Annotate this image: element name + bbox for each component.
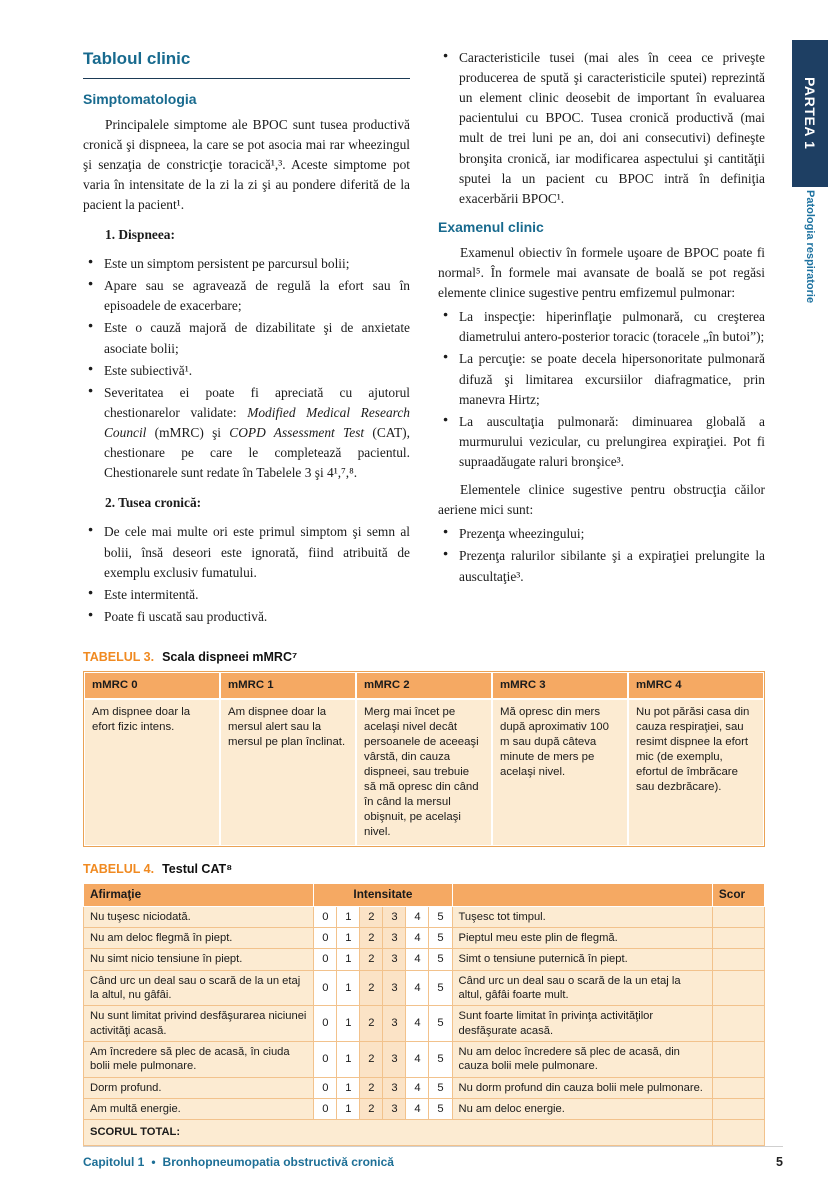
cat-row xyxy=(84,970,765,1006)
mmrc-body-cell: Am dispnee doar la efort fizic intens. xyxy=(84,699,220,846)
mmrc-table xyxy=(83,671,765,847)
cat-score-cell xyxy=(712,1077,764,1098)
cat-table-body xyxy=(84,906,765,1145)
cat-row xyxy=(84,906,765,927)
cat-header-scor: Scor xyxy=(712,884,764,906)
mmrc-body-cell: Am dispnee doar la mersul alert sau la mersul pe plan înclinat. xyxy=(220,699,356,846)
cat-scale-1: 1 xyxy=(337,1077,360,1098)
examen-list xyxy=(438,307,765,472)
cat-total-score-cell xyxy=(712,1120,764,1145)
cat-scale-5: 5 xyxy=(429,1041,452,1077)
cat-scale-5: 5 xyxy=(429,906,452,927)
cat-header-row xyxy=(84,884,765,906)
cat-row xyxy=(84,1006,765,1042)
cat-scale-1: 1 xyxy=(337,1041,360,1077)
cat-scale-3: 3 xyxy=(383,927,406,948)
text-run: (CAT), chestionare pe care le completează pacientul. Chestionarele sunt redate în Tabelele 3 şi 4¹,⁷,⁸. xyxy=(104,425,410,481)
cat-scale-1: 1 xyxy=(337,1006,360,1042)
cat-statement-left: Nu simt nicio tensiune în piept. xyxy=(84,949,314,970)
cat-scale-3: 3 xyxy=(383,949,406,970)
list-item: ● Este intermitentă. xyxy=(83,585,410,605)
cat-scale-4: 4 xyxy=(406,927,429,948)
cat-statement-left: Nu sunt limitat privind desfăşurarea niciunei activităţi acasă. xyxy=(84,1006,314,1042)
cat-total-label: SCORUL TOTAL: xyxy=(84,1120,713,1145)
cat-row xyxy=(84,1041,765,1077)
cat-scale-0: 0 xyxy=(314,949,337,970)
cat-statement-left: Am multă energie. xyxy=(84,1098,314,1119)
cat-statement-left: Nu am deloc flegmă în piept. xyxy=(84,927,314,948)
cat-scale-0: 0 xyxy=(314,1077,337,1098)
cat-score-cell xyxy=(712,906,764,927)
cat-scale-4: 4 xyxy=(406,1006,429,1042)
cat-score-cell xyxy=(712,927,764,948)
cat-scale-5: 5 xyxy=(429,1077,452,1098)
cat-row xyxy=(84,927,765,948)
cat-row xyxy=(84,1098,765,1119)
mmrc-header-cell: mMRC 0 xyxy=(84,672,220,699)
cat-scale-3: 3 xyxy=(383,1041,406,1077)
cat-scale-4: 4 xyxy=(406,906,429,927)
cat-scale-3: 3 xyxy=(383,1006,406,1042)
text-run: Severitatea ei poate fi apreciată cu ajutorul chestionarelor validate: xyxy=(104,384,410,420)
cat-scale-2: 2 xyxy=(360,1077,383,1098)
italic-term: Modified Medical Research Council xyxy=(104,404,410,441)
cat-scale-2: 2 xyxy=(360,949,383,970)
table3-label: TABELUL 3. xyxy=(83,650,155,665)
cat-scale-3: 3 xyxy=(383,1077,406,1098)
cat-scale-3: 3 xyxy=(383,970,406,1006)
cat-header-empty xyxy=(452,884,712,906)
cat-header-afirmatie: Afirmaţie xyxy=(84,884,314,906)
cat-statement-right: Sunt foarte limitat în privinţa activităţilor desfăşurate acasă. xyxy=(452,1006,712,1042)
list-item: ● La percuţie: se poate decela hipersonoritate pulmonară difuză şi limitarea excursiilor diafragmatice, prin manevra Hirtz; xyxy=(438,349,765,409)
mmrc-header-cell: mMRC 2 xyxy=(356,672,492,699)
right-column xyxy=(438,46,765,635)
text-run: (mMRC) şi xyxy=(146,425,230,441)
section-tab xyxy=(792,190,828,360)
section-tab-label: Patologia respiratorie xyxy=(804,190,816,304)
list-item: ● Prezenţa wheezingului; xyxy=(438,524,765,544)
tusea-list xyxy=(83,522,410,627)
cat-scale-1: 1 xyxy=(337,1098,360,1119)
paragraph-obstructie-intro: Elementele clinice sugestive pentru obstrucţia căilor aeriene mici sunt: xyxy=(438,482,765,518)
cat-statement-left: Nu tuşesc niciodată. xyxy=(84,906,314,927)
cat-scale-0: 0 xyxy=(314,970,337,1006)
left-column xyxy=(83,46,410,635)
cat-score-cell xyxy=(712,970,764,1006)
cat-scale-5: 5 xyxy=(429,927,452,948)
cat-score-cell xyxy=(712,1041,764,1077)
list-item: ● Este subiectivă¹. xyxy=(83,361,410,381)
table3-title: Scala dispneei mMRC⁷ xyxy=(162,650,298,665)
cat-scale-5: 5 xyxy=(429,1098,452,1119)
cat-scale-1: 1 xyxy=(337,970,360,1006)
mmrc-header-cell: mMRC 4 xyxy=(628,672,764,699)
cat-statement-right: Nu am deloc încredere să plec de acasă, din cauza bolii mele pulmonare. xyxy=(452,1041,712,1077)
cat-scale-2: 2 xyxy=(360,970,383,1006)
heading-simptomatologia: Simptomatologia xyxy=(83,90,197,107)
cat-scale-1: 1 xyxy=(337,949,360,970)
list-item: ● Este o cauză majoră de dizabilitate şi de anxietate asociate bolii; xyxy=(83,318,410,358)
cat-statement-left: Când urc un deal sau o scară de la un etaj la altul, nu gâfâi. xyxy=(84,970,314,1006)
cat-score-cell xyxy=(712,1098,764,1119)
footer-separator: • xyxy=(151,1155,156,1169)
two-column-layout xyxy=(83,46,765,635)
page-title: Tabloul clinic xyxy=(83,46,410,79)
list-item: ● Este un simptom persistent pe parcursul bolii; xyxy=(83,254,410,274)
cat-statement-right: Simt o tensiune puternică în piept. xyxy=(452,949,712,970)
page-content xyxy=(83,46,765,1146)
footer-title: Bronhopneumopatia obstructivă cronică xyxy=(162,1155,394,1169)
cat-row xyxy=(84,949,765,970)
cat-scale-0: 0 xyxy=(314,1098,337,1119)
mmrc-body-cell: Mă opresc din mers după aproximativ 100 m sau după câteva minute de mers pe acelaşi nivel. xyxy=(492,699,628,846)
heading-examenul-clinic: Examenul clinic xyxy=(438,218,544,235)
cat-statement-right: Tuşesc tot timpul. xyxy=(452,906,712,927)
cat-score-cell xyxy=(712,1006,764,1042)
cat-total-row xyxy=(84,1120,765,1145)
list-item: ● Apare sau se agravează de regulă la efort sau în episoadele de exacerbare; xyxy=(83,276,410,316)
cat-scale-4: 4 xyxy=(406,1077,429,1098)
heading-dispneea: 1. Dispneea: xyxy=(105,227,175,243)
list-item: ● Caracteristicile tusei (mai ales în ceea ce priveşte producerea de spută şi caracteristicile sputei) reprezintă un element clinic deosebit de important în evaluarea pacientului cu BPOC. Tusea cronică productivă (mai mult de trei luni pe an, doi ani consecutivi) defineşte bronşita cronică, iar modificarea aspectului şi cantităţii sputei la un pacient cu BPOC intră în definiţia exacerbării BPOC¹. xyxy=(438,48,765,209)
footer-breadcrumb xyxy=(83,1155,394,1169)
cat-statement-right: Nu am deloc energie. xyxy=(452,1098,712,1119)
part-tab-label: PARTEA 1 xyxy=(802,77,818,150)
cat-scale-2: 2 xyxy=(360,927,383,948)
mmrc-header-cell: mMRC 3 xyxy=(492,672,628,699)
obstructie-list xyxy=(438,524,765,586)
italic-term: COPD Assessment Test xyxy=(229,425,365,441)
list-item: ● De cele mai multe ori este primul simptom şi semn al bolii, însă deseori este ignorată, fiind atribuită de exemplu exclusiv fumatului. xyxy=(83,522,410,582)
mmrc-body-cell: Nu pot părăsi casa din cauza respiraţiei, sau resimt dispnee la efort mic (de exemplu, efortul de îmbrăcare sau dezbrăcare). xyxy=(628,699,764,846)
heading-tusea: 2. Tusea cronică: xyxy=(105,495,202,511)
cat-scale-0: 0 xyxy=(314,1041,337,1077)
cat-scale-1: 1 xyxy=(337,906,360,927)
paragraph-intro: Principalele simptome ale BPOC sunt tusea productivă cronică şi dispneea, la care se pot asocia mai rar wheezingul şi senzaţia de constricţie toracică¹,³. Aceste simptome pot varia în intensitate de la zi la zi şi au pondere diferită de la pacient la pacient¹. xyxy=(83,116,410,212)
table4-label: TABELUL 4. xyxy=(83,862,155,877)
cat-scale-2: 2 xyxy=(360,1041,383,1077)
list-item xyxy=(83,383,410,484)
cat-scale-5: 5 xyxy=(429,970,452,1006)
mmrc-header-cell: mMRC 1 xyxy=(220,672,356,699)
table3-caption-row xyxy=(83,650,765,664)
cat-scale-0: 0 xyxy=(314,1006,337,1042)
cat-statement-right: Pieptul meu este plin de flegmă. xyxy=(452,927,712,948)
page-number: 5 xyxy=(776,1155,783,1169)
dispneea-list xyxy=(83,254,410,483)
caracteristici-list xyxy=(438,48,765,209)
part-tab xyxy=(792,40,828,187)
cat-statement-right: Când urc un deal sau o scară de la un etaj la altul, gâfâi foarte mult. xyxy=(452,970,712,1006)
cat-scale-0: 0 xyxy=(314,906,337,927)
cat-scale-4: 4 xyxy=(406,1041,429,1077)
cat-scale-3: 3 xyxy=(383,906,406,927)
list-item: ● Prezenţa ralurilor sibilante şi a expiraţiei prelungite la auscultaţie³. xyxy=(438,546,765,586)
cat-scale-2: 2 xyxy=(360,1006,383,1042)
list-item: ● La inspecţie: hiperinflaţie pulmonară, cu creşterea diametrului antero-posterior toracic (toracele „în butoi”); xyxy=(438,307,765,347)
cat-scale-2: 2 xyxy=(360,1098,383,1119)
paragraph-examen-intro: Examenul obiectiv în formele uşoare de BPOC poate fi normal⁵. În formele mai avansate de boală se pot regăsi elemente clinice sugestive pentru emfizemul pulmonar: xyxy=(438,244,765,301)
list-item: ● Poate fi uscată sau productivă. xyxy=(83,607,410,627)
cat-statement-right: Nu dorm profund din cauza bolii mele pulmonare. xyxy=(452,1077,712,1098)
cat-scale-2: 2 xyxy=(360,906,383,927)
page-footer xyxy=(83,1146,783,1169)
cat-statement-left: Dorm profund. xyxy=(84,1077,314,1098)
cat-scale-5: 5 xyxy=(429,1006,452,1042)
mmrc-body-cell: Merg mai încet pe acelaşi nivel decât persoanele de aceeaşi vârstă, din cauza dispneei, sau trebuie să mă opresc din când în când la mersul obişnuit, pe acelaşi nivel. xyxy=(356,699,492,846)
cat-scale-1: 1 xyxy=(337,927,360,948)
table4-title: Testul CAT⁸ xyxy=(162,862,233,877)
footer-chapter: Capitolul 1 xyxy=(83,1155,145,1169)
cat-scale-4: 4 xyxy=(406,1098,429,1119)
table4-caption-row xyxy=(83,862,765,876)
list-item: ● La auscultaţia pulmonară: diminuarea globală a murmurului vezicular, cu prelungirea expiraţiei. Pot fi supraadăugate raluri bronşice³. xyxy=(438,412,765,472)
cat-scale-3: 3 xyxy=(383,1098,406,1119)
cat-statement-left: Am încredere să plec de acasă, în ciuda bolii mele pulmonare. xyxy=(84,1041,314,1077)
cat-scale-0: 0 xyxy=(314,927,337,948)
cat-scale-5: 5 xyxy=(429,949,452,970)
cat-scale-4: 4 xyxy=(406,970,429,1006)
cat-header-intensitate: Intensitate xyxy=(314,884,452,906)
cat-scale-4: 4 xyxy=(406,949,429,970)
cat-table xyxy=(83,883,765,1145)
cat-row xyxy=(84,1077,765,1098)
cat-score-cell xyxy=(712,949,764,970)
